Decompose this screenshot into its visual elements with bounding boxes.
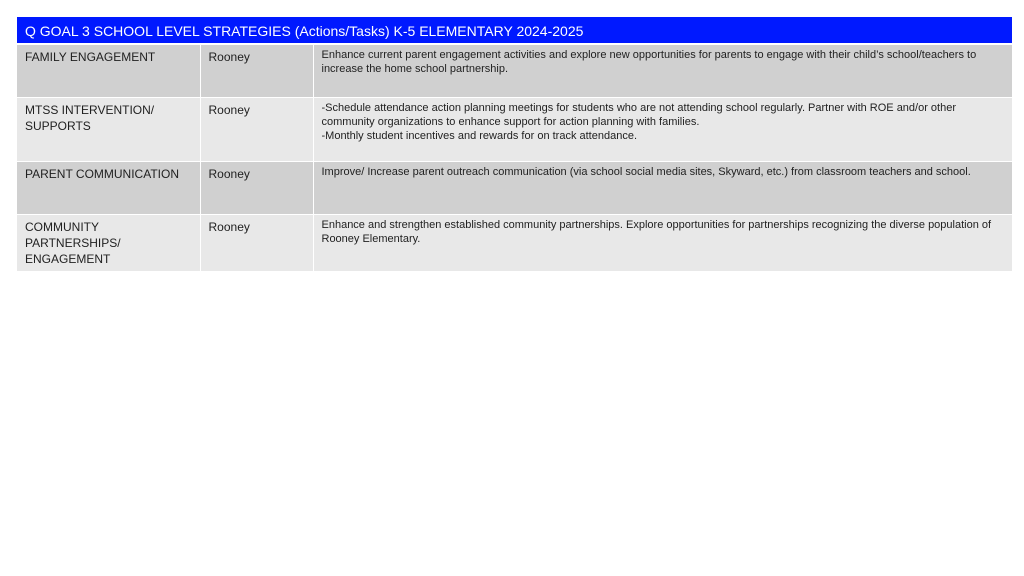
strategy-description: Enhance and strengthen established community partnerships. Explore opportunities for partnerships recognizing the diverse population of Rooney Elementary. bbox=[313, 214, 1012, 271]
strategy-description: Improve/ Increase parent outreach communication (via school social media sites, Skyward, etc.) from classroom teachers and school. bbox=[313, 161, 1012, 214]
strategy-description: Enhance current parent engagement activities and explore new opportunities for parents to engage with their child’s school/teachers to increase the home school partnership. bbox=[313, 44, 1012, 97]
school-name: Rooney bbox=[200, 214, 313, 271]
school-name: Rooney bbox=[200, 44, 313, 97]
table-row-parent-communication bbox=[17, 161, 1012, 214]
table-row-mtss-intervention bbox=[17, 97, 1012, 161]
school-name: Rooney bbox=[200, 161, 313, 214]
table-header-row bbox=[17, 17, 1012, 44]
strategies-table bbox=[17, 17, 1012, 272]
strategy-description: -Schedule attendance action planning meetings for students who are not attending school regularly. Partner with ROE and/or other community organizations to enhance support for action planning with families. -Monthly student incentives and rewards for on track attendance. bbox=[313, 97, 1012, 161]
strategy-area: PARENT COMMUNICATION bbox=[17, 161, 200, 214]
school-name: Rooney bbox=[200, 97, 313, 161]
strategy-area: FAMILY ENGAGEMENT bbox=[17, 44, 200, 97]
strategy-area: MTSS INTERVENTION/ SUPPORTS bbox=[17, 97, 200, 161]
strategy-area: COMMUNITY PARTNERSHIPS/ ENGAGEMENT bbox=[17, 214, 200, 271]
table-row-community-partnerships bbox=[17, 214, 1012, 271]
table-title: Q GOAL 3 SCHOOL LEVEL STRATEGIES (Actions/Tasks) K-5 ELEMENTARY 2024-2025 bbox=[17, 17, 1012, 44]
table-row-family-engagement bbox=[17, 44, 1012, 97]
